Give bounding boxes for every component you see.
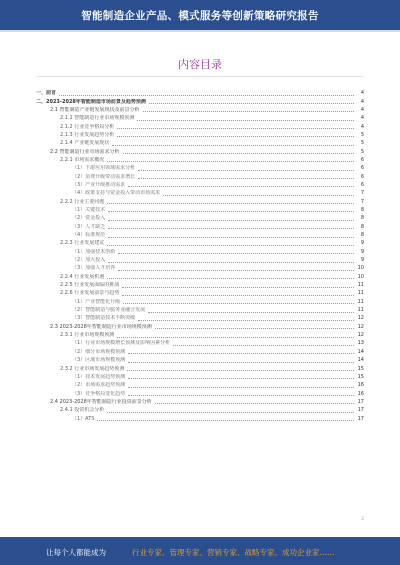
toc-entry-label: 2.2 智能制造行业市场需求分析 [36,149,122,155]
toc-entry-page: 4 [356,107,364,113]
toc-entry-page: 5 [356,132,364,138]
toc-leader-dots [108,222,354,229]
toc-leader-dots [148,306,354,313]
toc-entry-label: （3）加强人才培养 [36,265,117,271]
toc-entry-page: 4 [356,90,364,96]
toc-entry-page: 11 [357,298,364,305]
header-divider [0,30,400,32]
toc-entry-label: （3）智能制造技术不断突破 [36,315,137,321]
toc-leader-dots [122,289,354,296]
toc-entry-page: 8 [356,232,364,238]
toc-entry-label: 2.1 智能制造产业链发展现状及前景分析 [36,107,142,113]
toc-leader-dots [107,406,354,413]
toc-leader-dots [155,322,354,329]
toc-entry-label: 2.1.4 产业链发展现状 [36,140,111,146]
toc-entry-page: 12 [357,332,364,339]
toc-entry-label: （2）市场需求趋势预测 [36,382,127,388]
toc-entry-page: 17 [357,415,364,422]
toc-leader-dots [128,347,354,354]
toc-entry-page: 7 [356,190,364,196]
page-number: 2 [361,516,364,521]
toc-entry-page: 16 [357,382,364,389]
toc-entry-label: （3）竞争格局变化趋势 [36,391,127,397]
toc-entry-label: 2.2.1 市场需求概况 [36,157,106,163]
toc-entry-page: 4 [356,124,364,130]
toc-entry-page: 4 [356,99,364,105]
toc-leader-dots [137,114,354,121]
toc-entry-label: 2.2.3 行业发展建议 [36,240,106,246]
toc-entry-page: 12 [357,323,364,330]
toc-entry-page: 9 [356,249,364,255]
footer-slogan-right: 行业专家、管理专家、营销专家、战略专家、成功企业家…… [132,548,335,557]
toc-entry-page: 10 [357,273,364,280]
toc-entry-label: 2.2.4 行业发展机遇 [36,274,106,280]
toc-entry-label: （3）人才缺乏 [36,224,107,230]
toc-leader-dots [108,256,354,263]
toc-entry-page: 8 [356,207,364,213]
toc-leader-dots [59,89,354,96]
table-of-contents [36,89,364,423]
toc-entry-label: （3）产业升级推动需求 [36,182,127,188]
toc-entry-page: 15 [357,373,364,380]
toc-entry-page: 6 [356,157,364,163]
toc-leader-dots [128,389,354,396]
toc-leader-dots [128,356,354,363]
toc-entry-label: （1）技术发展趋势预测 [36,374,127,380]
toc-leader-dots [138,172,354,179]
toc-leader-dots [117,130,354,137]
toc-entry-page: 10 [357,265,364,272]
toc-leader-dots [107,239,354,246]
toc-entry-label: （1）行业市场规模增长预测及影响因素分析 [36,340,172,346]
toc-entry[interactable] [36,414,364,422]
toc-leader-dots [107,197,354,204]
toc-entry-label: （1）下游应用领域需求分析 [36,165,137,171]
toc-leader-dots [127,364,354,371]
toc-leader-dots [163,189,354,196]
toc-entry-page: 7 [356,199,364,205]
toc-heading-rule [36,76,364,77]
toc-leader-dots [117,331,354,338]
toc-entry-label: 2.1.3 行业发展趋势分析 [36,132,116,138]
toc-entry-page: 8 [356,224,364,230]
toc-entry-page: 17 [357,407,364,414]
toc-entry-label: 2.4 2023-2028年智能制造行业投资前景分析 [36,399,154,405]
toc-entry-label: 2.3.1 行业市场规模预测 [36,332,116,338]
toc-entry-label: （2）智能制造与服务业融合发展 [36,307,147,313]
toc-entry-label: 2.1.2 行业竞争格局分析 [36,124,116,130]
toc-leader-dots [108,231,354,238]
toc-leader-dots [107,155,354,162]
toc-leader-dots [143,105,354,112]
toc-leader-dots [138,314,354,321]
toc-entry-page: 15 [357,365,364,372]
toc-entry-page: 11 [357,282,364,289]
toc-entry-page: 6 [356,174,364,180]
toc-leader-dots [118,247,354,254]
toc-entry-label: （1）加强技术创新 [36,249,117,255]
toc-entry-page: 12 [357,315,364,322]
toc-entry-page: 17 [357,398,364,405]
toc-entry-label: 二、2023-2028年智能制造市场前景及趋势预测 [36,98,146,105]
toc-leader-dots [118,264,354,271]
toc-entry-page: 11 [357,307,364,314]
toc-leader-dots [108,205,354,212]
toc-leader-dots [173,339,354,346]
toc-leader-dots [107,272,354,279]
toc-leader-dots [123,297,354,304]
toc-entry-label: 一、前言 [36,90,57,97]
toc-entry-label: （1）产业智能化升级 [36,299,122,305]
footer-slogan-left: 让每个人都能成为 [46,548,106,557]
toc-entry-label: （2）消费升级带动需求增长 [36,174,137,180]
toc-entry-page: 14 [357,357,364,364]
toc-entry-label: 2.3 2023-2028年智能制造行业市场规模预测 [36,324,154,330]
toc-heading: 内容目录 [178,58,222,71]
toc-entry-label: （1）ATS [36,416,96,422]
toc-entry-page: 6 [356,182,364,188]
report-title: 智能制造企业产品、模式服务等创新策略研究报告 [81,10,319,22]
toc-leader-dots [97,414,354,421]
report-header-bar [0,0,400,30]
toc-entry-label: 2.2.5 行业发展面临的挑战 [36,282,121,288]
toc-leader-dots [155,397,354,404]
toc-leader-dots [108,214,354,221]
toc-leader-dots [122,281,354,288]
toc-entry-label: （2）加大投入 [36,257,107,263]
toc-entry-label: （4）政策支持与资金投入带动市场需求 [36,190,162,196]
toc-entry-label: 2.3.2 行业市场发展趋势预测 [36,366,126,372]
toc-leader-dots [123,147,354,154]
toc-leader-dots [112,139,354,146]
toc-entry-page: 5 [356,140,364,146]
toc-entry-label: （2）资金投入 [36,215,107,221]
footer-bar [0,537,400,565]
toc-entry-page: 6 [356,165,364,171]
toc-leader-dots [128,372,354,379]
toc-entry-label: 2.1.1 智能制造行业市场规模预测 [36,115,136,121]
toc-entry-label: 2.4.1 投资机会分析 [36,407,106,413]
toc-entry-page: 5 [356,149,364,155]
toc-entry-label: （3）区域市场规模预测 [36,357,127,363]
toc-entry-label: 2.2.6 行业发展前景与趋势 [36,290,121,296]
toc-entry-page: 13 [357,340,364,347]
toc-leader-dots [117,122,354,129]
toc-entry-label: （4）标准规范 [36,232,107,238]
toc-entry-page: 16 [357,390,364,397]
toc-entry-label: （1）关键技术 [36,207,107,213]
toc-leader-dots [149,97,354,104]
toc-entry-page: 4 [356,115,364,121]
toc-entry-page: 9 [356,240,364,246]
toc-entry-page: 9 [356,257,364,263]
toc-leader-dots [128,381,354,388]
toc-entry-label: （2）细分市场规模预测 [36,349,127,355]
toc-leader-dots [128,180,354,187]
toc-entry-page: 8 [356,215,364,221]
toc-entry-label: 2.2.2 行业主要问题 [36,199,106,205]
toc-entry-page: 14 [357,348,364,355]
toc-leader-dots [138,164,354,171]
toc-entry-page: 11 [357,290,364,297]
